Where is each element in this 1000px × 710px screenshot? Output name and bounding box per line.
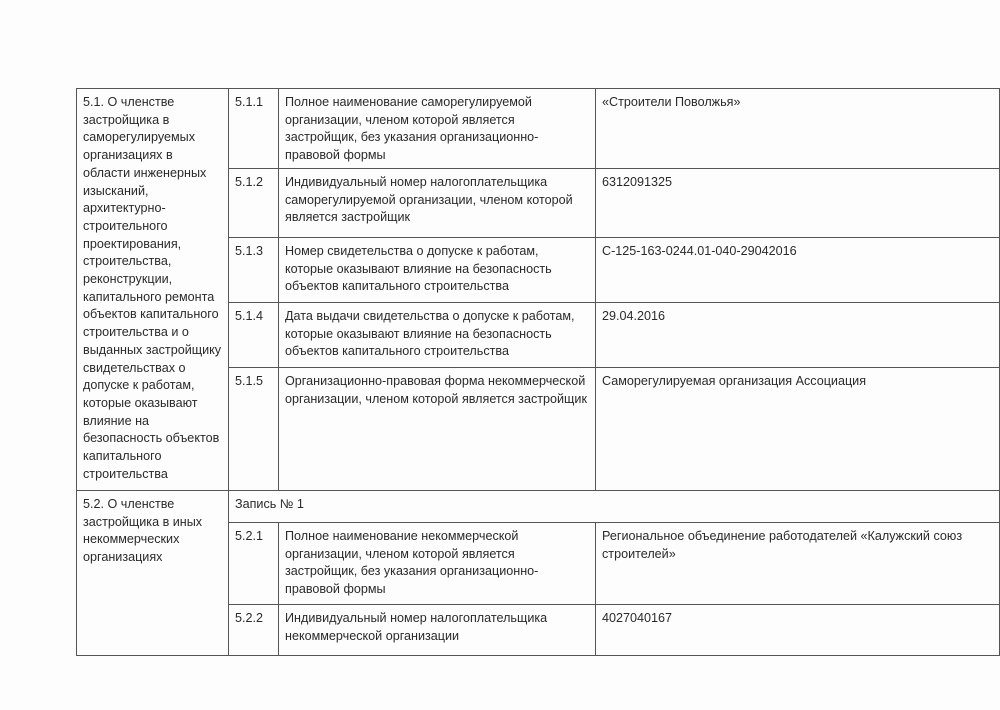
row-label: Организационно-правовая форма некоммерческой организации, членом которой является застройщик (278, 367, 596, 491)
row-number: 5.1.4 (228, 302, 279, 368)
row-label: Номер свидетельства о допуске к работам, которые оказывают влияние на безопасность объектов капитального строительства (278, 237, 596, 303)
row-label: Индивидуальный номер налогоплательщика саморегулируемой организации, членом которой является застройщик (278, 168, 596, 238)
row-value: 29.04.2016 (595, 302, 1000, 368)
row-value: Саморегулируемая организация Ассоциация (595, 367, 1000, 491)
record-header: Запись № 1 (228, 490, 1000, 523)
row-value: 6312091325 (595, 168, 1000, 238)
row-label: Индивидуальный номер налогоплательщика некоммерческой организации (278, 604, 596, 656)
row-label: Полное наименование саморегулируемой организации, членом которой является застройщик, без указания организационно-правовой формы (278, 88, 596, 169)
row-number: 5.1.1 (228, 88, 279, 169)
row-number: 5.2.2 (228, 604, 279, 656)
row-label: Дата выдачи свидетельства о допуске к работам, которые оказывают влияние на безопасность объектов капитального строительства (278, 302, 596, 368)
section-5-2-title: 5.2. О членстве застройщика в иных некоммерческих организациях (76, 490, 229, 656)
row-number: 5.1.5 (228, 367, 279, 491)
row-number: 5.2.1 (228, 522, 279, 605)
row-label: Полное наименование некоммерческой организации, членом которой является застройщик, без указания организационно-правовой формы (278, 522, 596, 605)
row-value: 4027040167 (595, 604, 1000, 656)
section-5-1-title: 5.1. О членстве застройщика в саморегулируемых организациях в области инженерных изысканий, архитектурно-строительного проектирования, строительства, реконструкции, капитального ремонта объектов капитального строительства и о выданных застройщику свидетельствах о допуске к работам, которые оказывают влияние на безопасность объектов капитального строительства (76, 88, 229, 491)
row-value: С-125-163-0244.01-040-29042016 (595, 237, 1000, 303)
row-value: «Строители Поволжья» (595, 88, 1000, 169)
row-number: 5.1.3 (228, 237, 279, 303)
row-number: 5.1.2 (228, 168, 279, 238)
row-value: Региональное объединение работодателей «Калужский союз строителей» (595, 522, 1000, 605)
